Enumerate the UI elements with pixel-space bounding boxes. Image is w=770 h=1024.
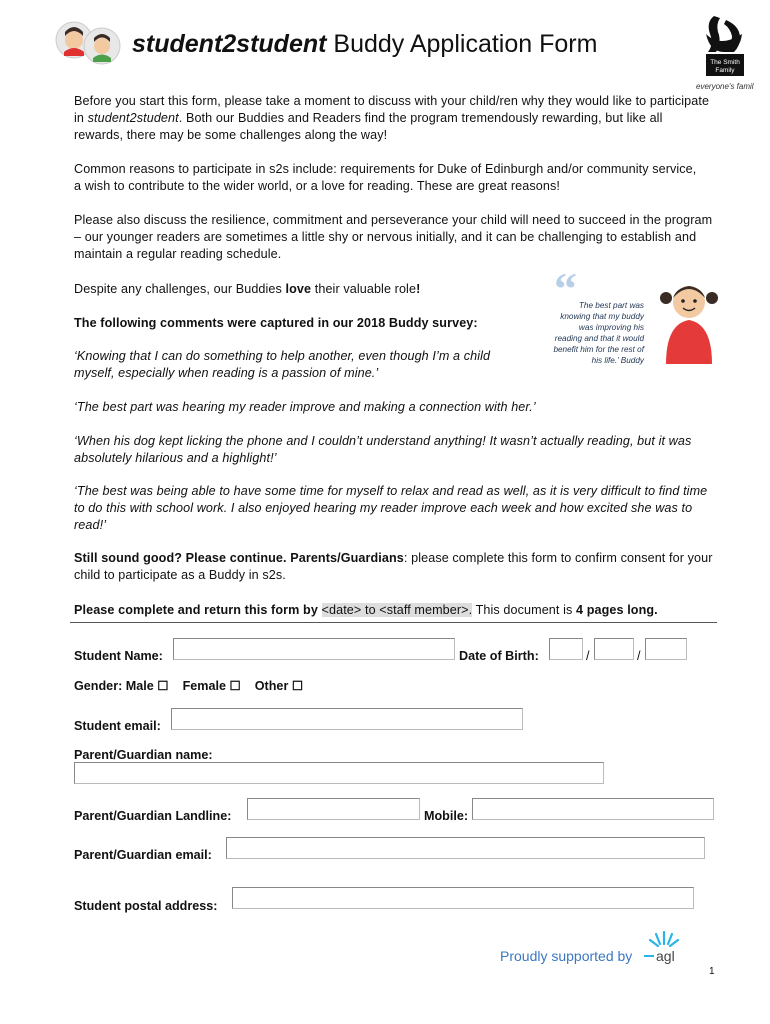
mobile-field[interactable] xyxy=(472,798,714,820)
the-smith-family-logo-icon xyxy=(700,12,750,80)
divider xyxy=(70,622,717,623)
svg-text:The Smith: The Smith xyxy=(710,59,740,66)
parent-landline-label: Parent/Guardian Landline: xyxy=(74,809,232,823)
parent-landline-field[interactable] xyxy=(247,798,420,820)
intro-paragraph-2: Common reasons to participate in s2s include: requirements for Duke of Edinburgh and/or community service, a wish to contribute to the wider world, or a love for reading. These are great reasons! xyxy=(74,162,697,193)
student-email-label: Student email: xyxy=(74,719,161,733)
quote-mark-icon: “ xyxy=(554,263,577,314)
parent-name-field[interactable] xyxy=(74,762,604,784)
dob-separator: / xyxy=(637,649,641,663)
dob-month-field[interactable] xyxy=(594,638,634,660)
agl-logo-icon xyxy=(640,930,686,966)
quote-3: ‘When his dog kept licking the phone and I couldn’t understand anything! It wasn’t actually reading, but it was absolutely hilarious and a highlight!’ xyxy=(74,434,692,465)
postal-address-label: Student postal address: xyxy=(74,899,218,913)
intro-paragraph-3: Please also discuss the resilience, commitment and perseverance your child will need to succeed in the program – our younger readers are sometimes a little shy or nervous initially, and it can be challenging to establish and maintain a regular reading schedule. xyxy=(74,213,713,261)
student2student-logo-icon xyxy=(52,18,124,66)
parent-email-label: Parent/Guardian email: xyxy=(74,848,212,862)
dob-year-field[interactable] xyxy=(645,638,687,660)
mobile-label: Mobile: xyxy=(424,809,469,823)
quote-4: ‘The best was being able to have some time for myself to relax and read as well, as it is very difficult to find time to do this with school work. I also enjoyed hearing my reader improve each week and how excited she was to read!’ xyxy=(74,484,708,532)
agl-wordmark: agl xyxy=(656,948,675,964)
dob-day-field[interactable] xyxy=(549,638,583,660)
student-name-label: Student Name: xyxy=(74,649,163,663)
supported-by-text: Proudly supported by xyxy=(500,948,633,964)
quote-1: ‘Knowing that I can do something to help another, even though I’m a child myself, especially when reading is a passion of mine.’ xyxy=(74,349,491,380)
parent-name-label: Parent/Guardian name: xyxy=(74,748,213,762)
tagline: everyone's famil xyxy=(696,82,754,91)
girl-illustration-icon xyxy=(658,276,720,366)
dob-label: Date of Birth: xyxy=(459,649,539,663)
parent-email-field[interactable] xyxy=(226,837,705,859)
return-instructions: Please complete and return this form by <date> to <staff member>. This document is 4 pages long. xyxy=(74,603,658,617)
gender-options[interactable]: Gender: Male ☐ Female ☐ Other ☐ xyxy=(74,679,304,693)
dob-separator: / xyxy=(586,649,590,663)
survey-heading: The following comments were captured in our 2018 Buddy survey: xyxy=(74,316,478,330)
continue-paragraph: Still sound good? Please continue. Parents/Guardians: please complete this form to confirm consent for your child to participate as a Buddy in s2s. xyxy=(74,551,713,582)
page-number: 1 xyxy=(709,966,715,977)
svg-text:Family: Family xyxy=(715,67,735,74)
student-email-field[interactable] xyxy=(171,708,523,730)
intro-paragraph-4: Despite any challenges, our Buddies love their valuable role! xyxy=(74,282,421,296)
sidebar-quote: The best part was knowing that my buddy was improving his reading and that it would benefit him for the rest of his life.’ Buddy xyxy=(553,301,644,365)
quote-2: ‘The best part was hearing my reader improve and making a connection with her.’ xyxy=(74,400,536,414)
page-title: student2student Buddy Application Form xyxy=(132,30,598,58)
postal-address-field[interactable] xyxy=(232,887,694,909)
student-name-field[interactable] xyxy=(173,638,455,660)
intro-paragraph-1: Before you start this form, please take a moment to discuss with your child/ren why they would like to participate in student2student. Both our Buddies and Readers find the program tremendously rewarding, but like all rewards, there may be some challenges along the way! xyxy=(74,94,710,142)
